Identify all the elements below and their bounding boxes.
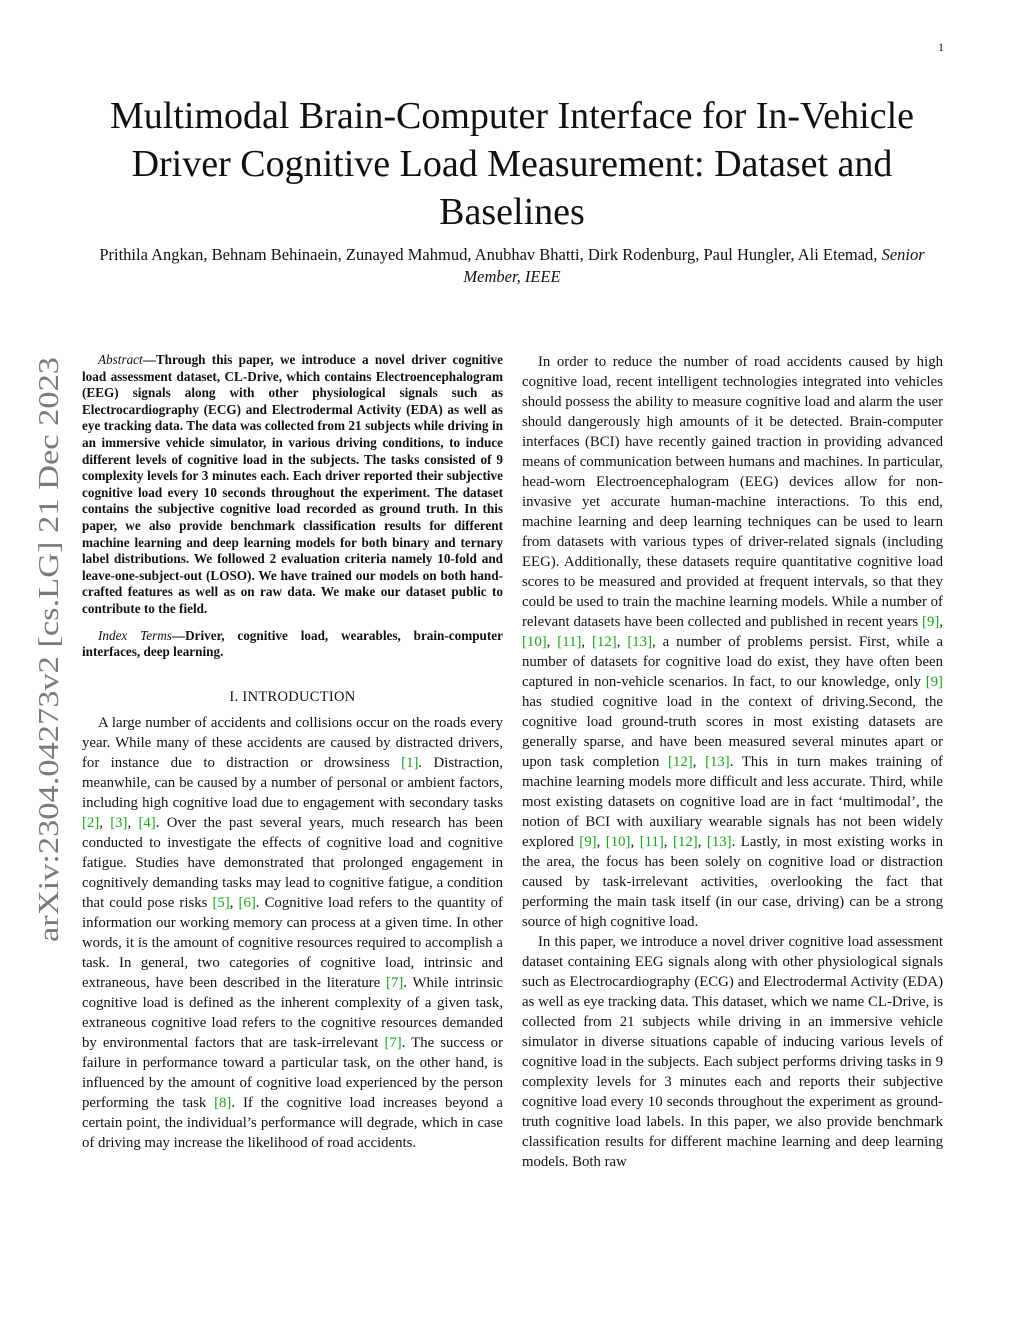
citation-link[interactable]: [1]: [401, 754, 419, 771]
left-column: [82, 352, 503, 1153]
page-number: 1: [938, 40, 944, 54]
section-title-rest: NTRODUCTION: [247, 688, 356, 705]
abstract: [82, 352, 503, 618]
arxiv-stamp-text: arXiv:2304.04273v2 [cs.LG] 21 Dec 2023: [33, 449, 65, 942]
citation-link[interactable]: [11]: [557, 634, 582, 650]
citation-link[interactable]: [3]: [110, 814, 128, 831]
citation-link[interactable]: [9]: [925, 674, 943, 690]
abstract-text: —Through this paper, we introduce a novel driver cognitive load assessment dataset, CL-Drive, which contains Electroencephalogram (EEG) signals along with other physiological signals such as Electrocardiography (ECG) and Electrodermal Activity (EDA) as well as eye tracking data. The data was collected from 21 subjects while driving in an immersive vehicle simulator, in various driving conditions, to induce different levels of cognitive load in the subjects. The tasks consisted of 9 complexity levels for 3 minutes each. Each driver reported their subjective cognitive load every 10 seconds throughout the experiment. The dataset contains the subjective cognitive load recorded as ground truth. In this paper, we also provide benchmark classification results for different machine learning and deep learning models for both binary and ternary label distributions. We followed 2 evaluation criteria namely 10-fold and leave-one-subject-out (LOSO). We have trained our models on both hand-crafted features as well as on raw data. We make our dataset public to contribute to the field.: [82, 352, 503, 616]
author-affiliation: Senior Member, IEEE: [463, 245, 925, 286]
abstract-lead: Abstract: [98, 352, 143, 367]
citation-link[interactable]: [8]: [214, 1094, 232, 1111]
citation-link[interactable]: [5]: [212, 894, 230, 911]
index-terms-text: —Driver, cognitive load, wearables, brain-computer interfaces, deep learning.: [82, 627, 503, 660]
citation-link[interactable]: [2]: [82, 814, 100, 831]
arxiv-stamp: [14, 350, 74, 950]
citation-link[interactable]: [6]: [238, 894, 256, 911]
citation-link[interactable]: [10]: [605, 834, 631, 850]
citation-link[interactable]: [13]: [706, 834, 732, 850]
citation-link[interactable]: [4]: [138, 814, 156, 831]
citation-link[interactable]: [11]: [639, 834, 664, 850]
author-list: [92, 244, 932, 288]
paper-title: Multimodal Brain-Computer Interface for In-Vehicle Driver Cognitive Load Measurement: Dataset and Baselines: [109, 95, 915, 233]
intro-paragraph-3: In this paper, we introduce a novel driver cognitive load assessment dataset containing EEG signals along with other physiological signals such as Electrocardiography (ECG) and Electrodermal Activity (EDA) as well as eye tracking data. This dataset, which we name CL-Drive, is collected from 21 subjects while driving in an immersive vehicle simulator in diverse situations capable of inducing various levels of cognitive load in the subjects. Each subject performs driving tasks in 9 complexity levels for 3 minutes each and reports their subjective cognitive load every 10 seconds throughout the experiment as ground-truth cognitive load labels. In this paper, we also provide benchmark classification results for different machine learning and deep learning models. Both raw: [522, 934, 943, 1170]
citation-link[interactable]: [7]: [384, 1034, 402, 1051]
index-terms-lead: Index Terms: [98, 627, 172, 643]
intro-paragraph-2: In order to reduce the number of road accidents caused by high cognitive load, recent intelligent technologies integrated into vehicles should possess the ability to measure cognitive load and alarm the user should dangerously high amounts of it be detected. Brain-computer interfaces (BCI) have recently gained traction in providing advanced means of communication between humans and machines. In particular, head-worn Electroencephalogram (EEG) devices allow for non-invasive yet accurate human-machine interactions. To this end, machine learning and deep learning techniques can be used to learn from datasets with various types of driver-related signals (including EEG). Additionally, these datasets require quantitative cognitive load scores to be measured and provided at frequent intervals, so that they could be used to train the machine learning models. While a number of relevant datasets have been collected and published in recent years [9], [10], [11], [12], [13], a number of problems persist. First, while a number of datasets for cognitive load do exist, they have often been captured in non-vehicle scenarios. In fact, to our knowledge, only [9] has studied cognitive load in the context of driving.Second, the cognitive load ground-truth scores in most existing datasets are generally sparse, and have been measured several minutes apart or upon task completion [12], [13]. This in turn makes training of machine learning models more difficult and less accurate. Third, while most existing datasets on cognitive load are in fact ‘multimodal’, the notion of BCI with auxiliary wearable signals has not been widely explored [9], [10], [11], [12], [13]. Lastly, in most existing works in the area, the focus has been solely on cognitive load or distraction caused by task-irrelevant activities, overlooking the fact that performing the main task itself (in our case, driving) can be a strong source of high cognitive load.: [522, 354, 943, 930]
section-numeral: I.: [229, 688, 239, 705]
citation-link[interactable]: [12]: [673, 834, 698, 850]
citation-link[interactable]: [7]: [386, 974, 404, 991]
citation-link[interactable]: [9]: [579, 834, 597, 850]
intro-paragraph-1: A large number of accidents and collisions occur on the roads every year. While many of these accidents are caused by distracted drivers, for instance due to distraction or drowsiness [1]. Distraction, meanwhile, can be caused by a number of personal or ambient factors, including high cognitive load due to engagement with secondary tasks [2], [3], [4]. Over the past several years, much research has been conducted to investigate the effects of cognitive load and cognitive fatigue. Studies have demonstrated that prolonged engagement in cognitively demanding tasks may lead to cognitive fatigue, a condition that could pose risks [5], [6]. Cognitive load refers to the quantity of information our working memory can process at a given time. In other words, it is the amount of cognitive resources required to accomplish a task. In general, two categories of cognitive load, intrinsic and extraneous, have been described in the literature [7]. While intrinsic cognitive load is defined as the inherent complexity of a given task, extraneous cognitive load refers to the cognitive resources demanded by environmental factors that are task-irrelevant [7]. The success or failure in performance toward a particular task, on the other hand, is influenced by the amount of cognitive load experienced by the person performing the task [8]. If the cognitive load increases beyond a certain point, the individual’s performance will degrade, which in case of driving may increase the likelihood of road accidents.: [82, 714, 504, 1151]
citation-link[interactable]: [13]: [705, 754, 730, 770]
citation-link[interactable]: [13]: [627, 634, 652, 650]
author-names: Prithila Angkan, Behnam Behinaein, Zunayed Mahmud, Anubhav Bhatti, Dirk Rodenburg, Paul Hungler, Ali Etemad,: [99, 245, 878, 264]
citation-link[interactable]: [12]: [668, 754, 693, 770]
section-heading-introduction: [82, 687, 503, 707]
citation-link[interactable]: [9]: [922, 614, 940, 630]
index-terms: [82, 628, 503, 661]
right-column: [522, 352, 943, 1172]
citation-link[interactable]: [12]: [592, 634, 617, 650]
citation-link[interactable]: [10]: [522, 634, 547, 650]
section-initial: I: [242, 688, 248, 705]
arxiv-stamp-svg: [14, 350, 74, 950]
